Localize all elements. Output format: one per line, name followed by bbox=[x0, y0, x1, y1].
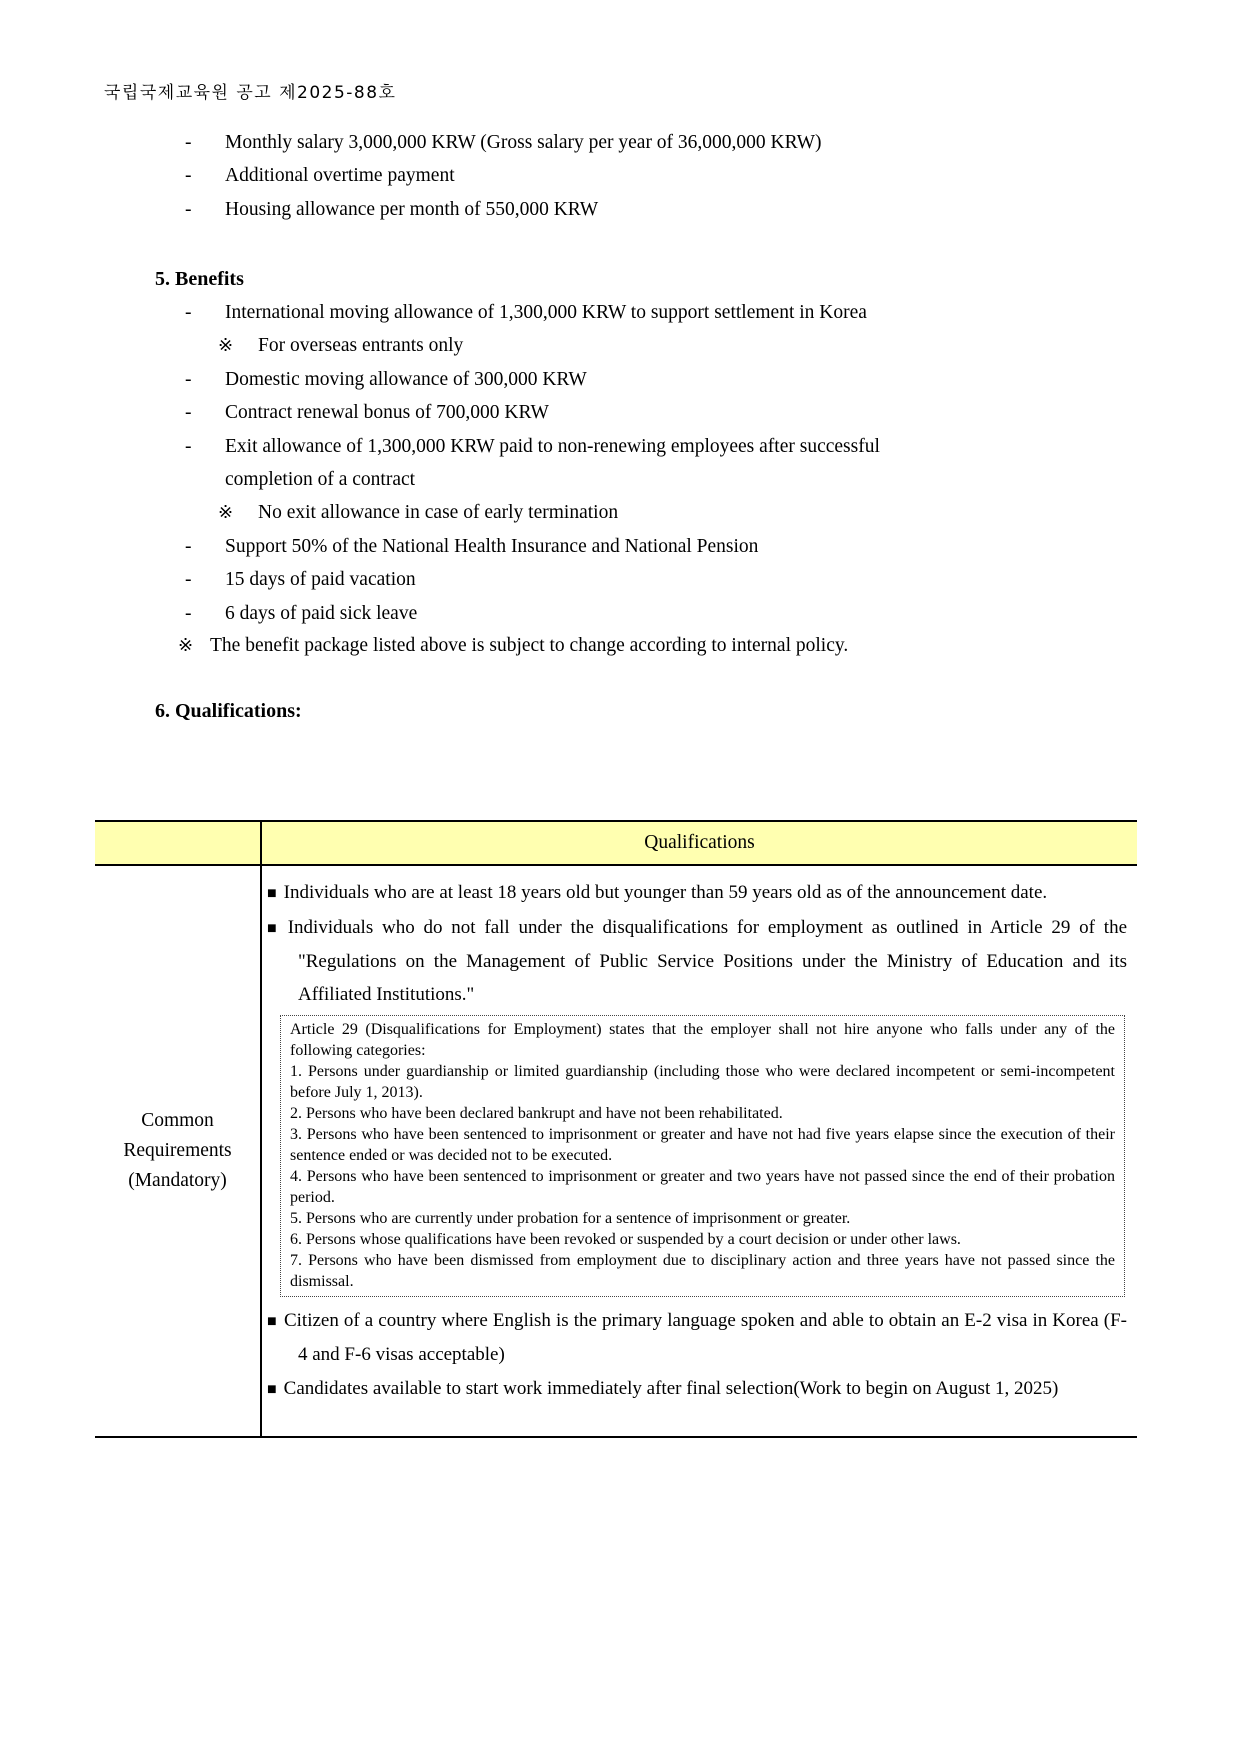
square-bullet-icon: ■ bbox=[267, 1313, 277, 1330]
common-requirements-label-line: (Mandatory) bbox=[128, 1170, 227, 1191]
qualifications-heading: 6. Qualifications: bbox=[155, 700, 302, 722]
list-item-text bbox=[225, 193, 1090, 226]
list-item bbox=[150, 430, 1100, 497]
list-item-text bbox=[225, 530, 1100, 563]
square-bullet-icon: ■ bbox=[267, 885, 277, 902]
list-item-line: Domestic moving allowance of 300,000 KRW bbox=[225, 368, 587, 390]
dash-bullet-icon: - bbox=[185, 302, 192, 323]
list-item-text bbox=[225, 363, 1100, 396]
square-bullet-icon: ■ bbox=[267, 1381, 277, 1398]
reference-mark-icon: ※ bbox=[218, 335, 234, 356]
square-bullet-icon: ■ bbox=[267, 920, 281, 937]
article-29-box bbox=[280, 1015, 1125, 1297]
list-item-text bbox=[225, 396, 1100, 429]
article-29-clause: 2. Persons who have been declared bankrupt and have not been rehabilitated. bbox=[290, 1105, 783, 1122]
article-29-clause: 3. Persons who have been sentenced to imprisonment or greater and have not had five years elapse since the execution of their sentence ended or was decided not to be executed. bbox=[290, 1126, 1115, 1164]
list-item-text bbox=[225, 126, 1090, 159]
list-item-text bbox=[225, 563, 1100, 596]
list-item-line: Contract renewal bonus of 700,000 KRW bbox=[225, 402, 549, 424]
dash-bullet-icon: - bbox=[185, 569, 192, 591]
list-item bbox=[150, 296, 1100, 329]
list-item-line: Support 50% of the National Health Insurance and National Pension bbox=[225, 535, 759, 557]
dash-bullet-icon: - bbox=[185, 602, 192, 624]
list-item-line: International moving allowance of 1,300,000 KRW to support settlement in Korea bbox=[225, 302, 867, 323]
benefits-footnote-text: The benefit package listed above is subject to change according to internal policy. bbox=[210, 635, 849, 656]
common-requirements-cell bbox=[95, 866, 262, 1436]
benefits-list bbox=[150, 296, 1100, 630]
dash-bullet-icon: - bbox=[185, 402, 192, 424]
article-29-clause: 1. Persons under guardianship or limited guardianship (including those who were declared incompetent or semi-incompetent before July 1, 2013). bbox=[290, 1063, 1115, 1101]
qualification-item-text: Candidates available to start work immediately after final selection(Work to begin on August 1, 2025) bbox=[283, 1378, 1059, 1399]
qualification-item-text: Individuals who are at least 18 years old but younger than 59 years old as of the announcement date. bbox=[283, 882, 1048, 903]
table-header-row bbox=[95, 820, 1137, 866]
benefits-heading: 5. Benefits bbox=[155, 268, 244, 290]
list-item-text bbox=[225, 159, 1090, 192]
list-item-text bbox=[258, 496, 1100, 529]
article-29-clause: 7. Persons who have been dismissed from employment due to disciplinary action and three years have not passed since the dismissal. bbox=[290, 1252, 1115, 1290]
list-item bbox=[150, 396, 1100, 429]
list-item-line: 6 days of paid sick leave bbox=[225, 602, 418, 624]
qualification-item-text: Individuals who do not fall under the disqualifications for employment as outlined in Article 29 of the "Regulations on the Management of Public Service Positions under the Ministry of Education and its Affiliated Institutions." bbox=[287, 917, 1128, 1005]
qualification-item bbox=[265, 1372, 1127, 1406]
list-item-text bbox=[258, 329, 1100, 362]
list-item bbox=[150, 363, 1100, 396]
dash-bullet-icon: - bbox=[185, 165, 192, 187]
list-item-text bbox=[225, 430, 1100, 497]
table-header-empty-cell bbox=[95, 822, 262, 864]
table-body-row bbox=[95, 866, 1137, 1438]
list-item-line: No exit allowance in case of early termination bbox=[258, 502, 619, 524]
reference-mark-icon: ※ bbox=[178, 635, 194, 655]
list-item bbox=[150, 597, 1100, 630]
doc-number: 국립국제교육원 공고 제2025-88호 bbox=[104, 83, 397, 103]
list-item-line: completion of a contract bbox=[225, 469, 416, 491]
list-item-line: Housing allowance per month of 550,000 KRW bbox=[225, 198, 599, 220]
list-item-line: For overseas entrants only bbox=[258, 335, 464, 357]
list-item-line: 15 days of paid vacation bbox=[225, 569, 416, 591]
list-item bbox=[150, 159, 1090, 192]
article-29-clause: 5. Persons who are currently under probation for a sentence of imprisonment or greater. bbox=[290, 1210, 851, 1227]
article-29-clause: 4. Persons who have been sentenced to imprisonment or greater and two years have not passed since the end of their probation period. bbox=[290, 1168, 1115, 1206]
dash-bullet-icon: - bbox=[185, 198, 192, 220]
salary-list bbox=[150, 126, 1090, 226]
table-header-qualifications-cell: Qualifications bbox=[644, 832, 755, 853]
list-item-text bbox=[225, 296, 1100, 329]
article-29-clause: Article 29 (Disqualifications for Employment) states that the employer shall not hire anyone who falls under any of the following categories: bbox=[290, 1021, 1115, 1059]
benefits-footnote bbox=[178, 629, 1138, 662]
list-item-line: Monthly salary 3,000,000 KRW (Gross salary per year of 36,000,000 KRW) bbox=[225, 132, 822, 153]
list-item bbox=[150, 329, 1100, 362]
reference-mark-icon: ※ bbox=[218, 502, 234, 523]
list-item-line: Additional overtime payment bbox=[225, 165, 455, 187]
qualification-item bbox=[265, 1304, 1127, 1371]
dash-bullet-icon: - bbox=[185, 535, 192, 557]
list-item bbox=[150, 126, 1090, 159]
list-item-line: Exit allowance of 1,300,000 KRW paid to non-renewing employees after successful bbox=[225, 435, 880, 457]
list-item bbox=[150, 193, 1090, 226]
common-requirements-label-line: Common bbox=[141, 1110, 214, 1131]
article-29-clause: 6. Persons whose qualifications have been revoked or suspended by a court decision or under other laws. bbox=[290, 1231, 961, 1248]
list-item bbox=[150, 496, 1100, 529]
qualification-item bbox=[265, 911, 1127, 1011]
dash-bullet-icon: - bbox=[185, 368, 192, 390]
common-requirements-label-line: Requirements bbox=[123, 1140, 232, 1161]
dash-bullet-icon: - bbox=[185, 132, 192, 153]
dash-bullet-icon: - bbox=[185, 435, 192, 457]
list-item bbox=[150, 563, 1100, 596]
list-item bbox=[150, 530, 1100, 563]
qualification-item bbox=[265, 876, 1127, 910]
list-item-text bbox=[225, 597, 1100, 630]
qualifications-content-cell bbox=[262, 866, 1137, 1436]
qualification-item-text: Citizen of a country where English is the primary language spoken and able to obtain an E-2 visa in Korea (F-4 and F-6 visas acceptable) bbox=[283, 1310, 1127, 1365]
qualifications-table bbox=[95, 820, 1137, 1438]
